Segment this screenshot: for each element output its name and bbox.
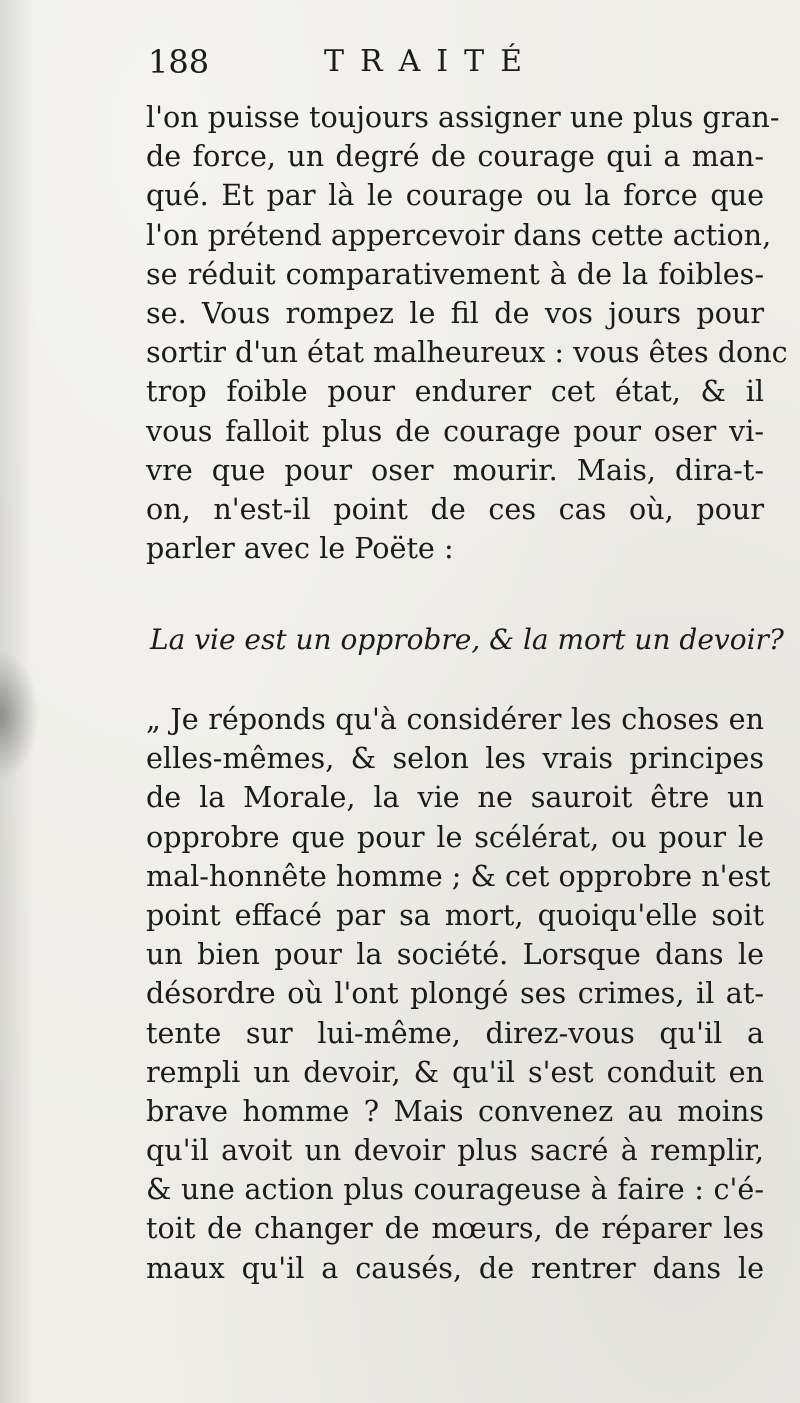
text-line: de force, un degré de courage qui a man- [146,139,764,174]
text-line: elles-mêmes, & selon les vrais principes [146,741,764,776]
text-line: point effacé par sa mort, quoiqu'elle soit [146,897,764,932]
text-line: brave homme ? Mais convenez au moins [146,1093,764,1128]
text-line: on, n'est-il point de ces cas où, pour [146,491,764,526]
text-line: un bien pour la société. Lorsque dans le [146,937,764,972]
text-line: se. Vous rompez le fil de vos jours pour [146,295,764,330]
text-line: & une action plus courageuse à faire : c'é- [146,1172,764,1207]
text-line: rempli un devoir, & qu'il s'est conduit en [146,1054,764,1089]
verse-quotation: La vie est un opprobre, & la mort un devoir? [150,623,784,656]
text-line: parler avec le Poëte : [146,531,454,566]
text-line: „ Je réponds qu'à considérer les choses en [146,702,764,736]
text-line: qué. Et par là le courage ou la force que [146,178,764,213]
text-line: vous falloit plus de courage pour oser vi- [146,413,764,448]
text-line: qu'il avoit un devoir plus sacré à remplir, [146,1133,764,1168]
text-line: se réduit comparativement à de la foibles- [146,256,764,291]
text-line: vre que pour oser mourir. Mais, dira-t- [146,452,764,487]
running-head [148,38,748,86]
running-title: TRAITÉ [324,44,539,79]
text-line: l'on puisse toujours assigner une plus gran- [146,100,780,134]
page-stain [0,650,40,780]
text-line: de la Morale, la vie ne sauroit être un [146,780,764,815]
text-line: trop foible pour endurer cet état, & il [146,374,764,409]
text-line: sortir d'un état malheureux : vous êtes donc [146,335,788,370]
text-line: désordre où l'ont plongé ses crimes, il at- [146,976,764,1011]
text-line: maux qu'il a causés, de rentrer dans le [146,1250,764,1285]
page-number: 188 [148,43,210,81]
paragraph-1 [146,98,788,568]
text-line: l'on prétend appercevoir dans cette action, [146,217,772,252]
paragraph-2 [146,700,771,1288]
text-line: toit de changer de mœurs, de réparer les [146,1211,764,1246]
text-line: mal-honnête homme ; & cet opprobre n'est [146,858,771,893]
text-line: tente sur lui-même, direz-vous qu'il a [146,1015,764,1050]
text-line: opprobre que pour le scélérat, ou pour le [146,819,764,854]
